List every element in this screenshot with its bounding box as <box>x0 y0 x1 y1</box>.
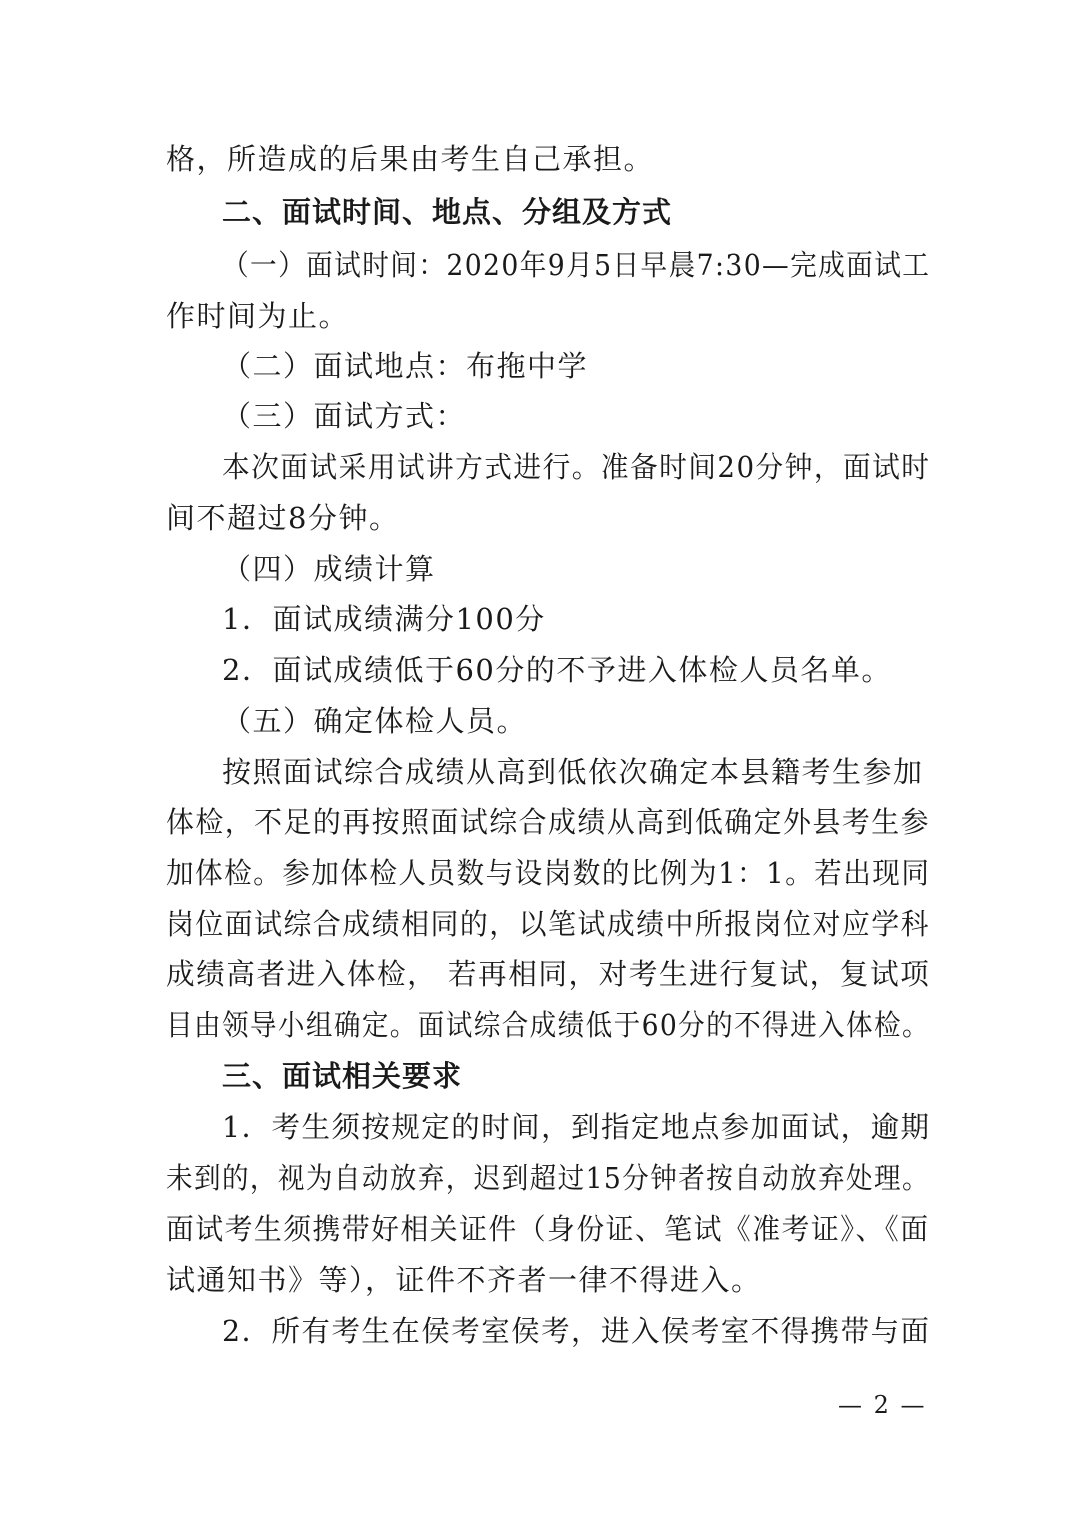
text-line: 面试考生须携带好相关证件（身份证、笔试《准考证》、《面 <box>166 1212 930 1246</box>
text-line: （二）面试地点：布拖中学 <box>222 349 589 383</box>
text-line: 作时间为止。 <box>166 299 350 333</box>
text-line: 岗位面试综合成绩相同的，以笔试成绩中所报岗位对应学科 <box>166 907 930 941</box>
section-heading: 三、面试相关要求 <box>222 1059 463 1093</box>
page-number: — 2 — <box>838 1391 927 1419</box>
text-line: 格，所造成的后果由考生自己承担。 <box>166 142 655 176</box>
text-line: 未到的，视为自动放弃，迟到超过15分钟者按自动放弃处理。 <box>166 1161 930 1195</box>
text-line: 试通知书》等），证件不齐者一律不得进入。 <box>166 1263 762 1297</box>
text-line: 1．面试成绩满分100分 <box>222 602 546 636</box>
text-line: 本次面试采用试讲方式进行。准备时间20分钟，面试时 <box>222 450 931 484</box>
text-line: （四）成绩计算 <box>222 552 436 586</box>
text-line: 目由领导小组确定。面试综合成绩低于60分的不得进入体检。 <box>166 1008 930 1042</box>
text-line: （三）面试方式： <box>222 399 467 433</box>
text-line: 间不超过8分钟。 <box>166 501 400 535</box>
text-line: 2．所有考生在侯考室侯考，进入侯考室不得携带与面 <box>222 1314 931 1348</box>
text-line: 加体检。参加体检人员数与设岗数的比例为1：1。若出现同 <box>166 856 931 890</box>
text-line: 按照面试综合成绩从高到低依次确定本县籍考生参加 <box>222 755 924 789</box>
section-heading: 二、面试时间、地点、分组及方式 <box>222 195 673 229</box>
text-line: 2．面试成绩低于60分的不予进入体检人员名单。 <box>222 653 892 687</box>
text-line: 成绩高者进入体检， 若再相同，对考生进行复试，复试项 <box>166 957 931 991</box>
text-line: 体检，不足的再按照面试综合成绩从高到低确定外县考生参 <box>166 805 930 839</box>
text-line: （一）面试时间：2020年9月5日早晨7:30—完成面试工 <box>222 248 931 282</box>
text-line: （五）确定体检人员。 <box>222 704 528 738</box>
text-line: 1．考生须按规定的时间，到指定地点参加面试，逾期 <box>222 1110 931 1144</box>
